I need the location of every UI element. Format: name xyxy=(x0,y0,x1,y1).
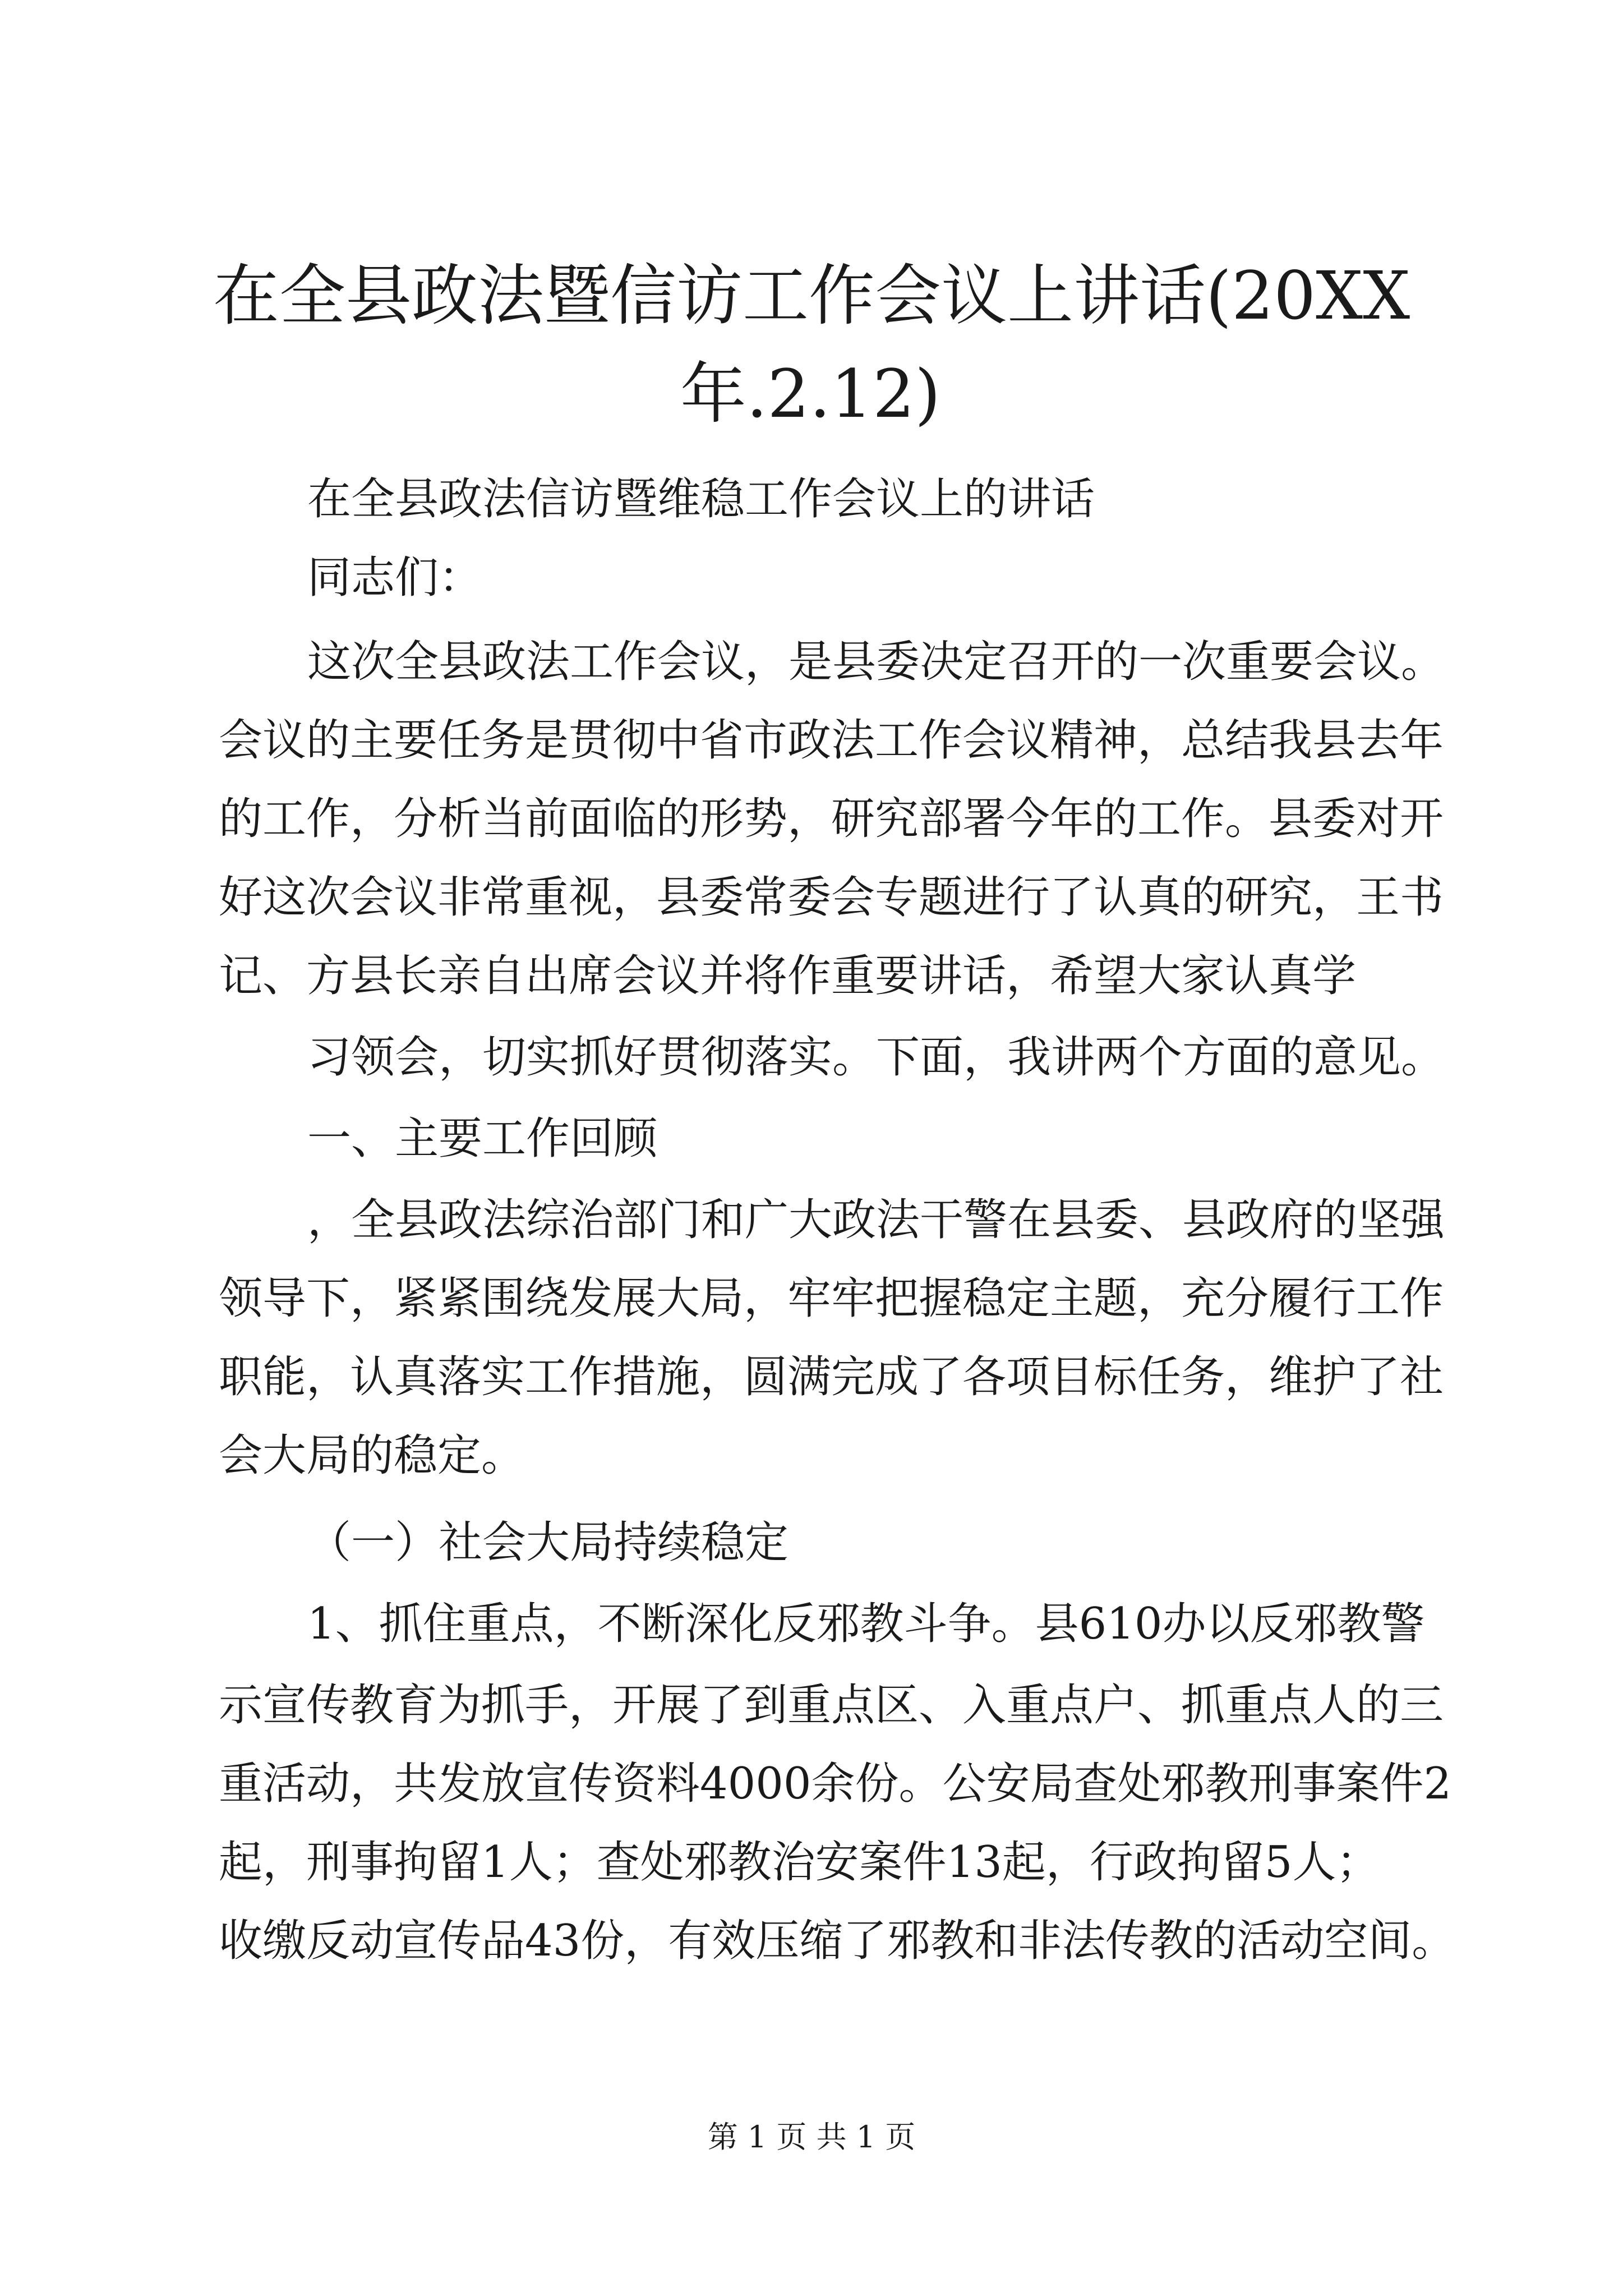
body-line: 领导下，紧紧围绕发展大局，牢牢把握稳定主题，充分履行工作 xyxy=(219,1273,1444,1324)
body-line: 重活动，共发放宣传资料4000余份。公安局查处邪教刑事案件2 xyxy=(219,1759,1452,1809)
body-line: 示宣传教育为抓手，开展了到重点区、入重点户、抓重点人的三 xyxy=(219,1680,1444,1731)
body-line: 起，刑事拘留1人；查处邪教治安案件13起，行政拘留5人； xyxy=(219,1837,1380,1888)
body-line: 1、抓住重点，不断深化反邪教斗争。县610办以反邪教警 xyxy=(307,1599,1425,1649)
body-line: ，全县政法综治部门和广大政法干警在县委、县政府的坚强 xyxy=(307,1195,1445,1245)
body-line: 好这次会议非常重视，县委常委会专题进行了认真的研究，王书 xyxy=(219,872,1444,923)
subtitle-line: 在全县政法信访暨维稳工作会议上的讲话 xyxy=(307,474,1095,524)
body-line: 职能，认真落实工作措施，圆满完成了各项目标任务，维护了社 xyxy=(219,1352,1444,1402)
body-line: 会大局的稳定。 xyxy=(219,1430,525,1481)
body-line: 这次全县政法工作会议，是县委决定召开的一次重要会议。 xyxy=(307,637,1445,687)
body-line: 的工作，分析当前面临的形势，研究部署今年的工作。县委对开 xyxy=(219,794,1444,844)
body-line: 会议的主要任务是贯彻中省市政法工作会议精神，总结我县去年 xyxy=(219,715,1444,766)
subsection-heading: （一）社会大局持续稳定 xyxy=(307,1517,789,1568)
title-line-2: 年.2.12) xyxy=(680,355,941,432)
title-line-1: 在全县政法暨信访工作会议上讲话(20XX xyxy=(213,257,1410,334)
body-line: 收缴反动宣传品43份，有效压缩了邪教和非法传教的活动空间。 xyxy=(219,1916,1456,1966)
body-line: 习领会，切实抓好贯彻落实。下面，我讲两个方面的意见。 xyxy=(307,1032,1445,1083)
body-line: 记、方县长亲自出席会议并将作重要讲话，希望大家认真学 xyxy=(219,951,1357,1001)
page-footer: 第 1 页 共 1 页 xyxy=(707,2119,916,2155)
section-heading: 一、主要工作回顾 xyxy=(307,1114,658,1164)
salutation-line: 同志们： xyxy=(307,553,483,603)
document-title xyxy=(213,247,1408,443)
